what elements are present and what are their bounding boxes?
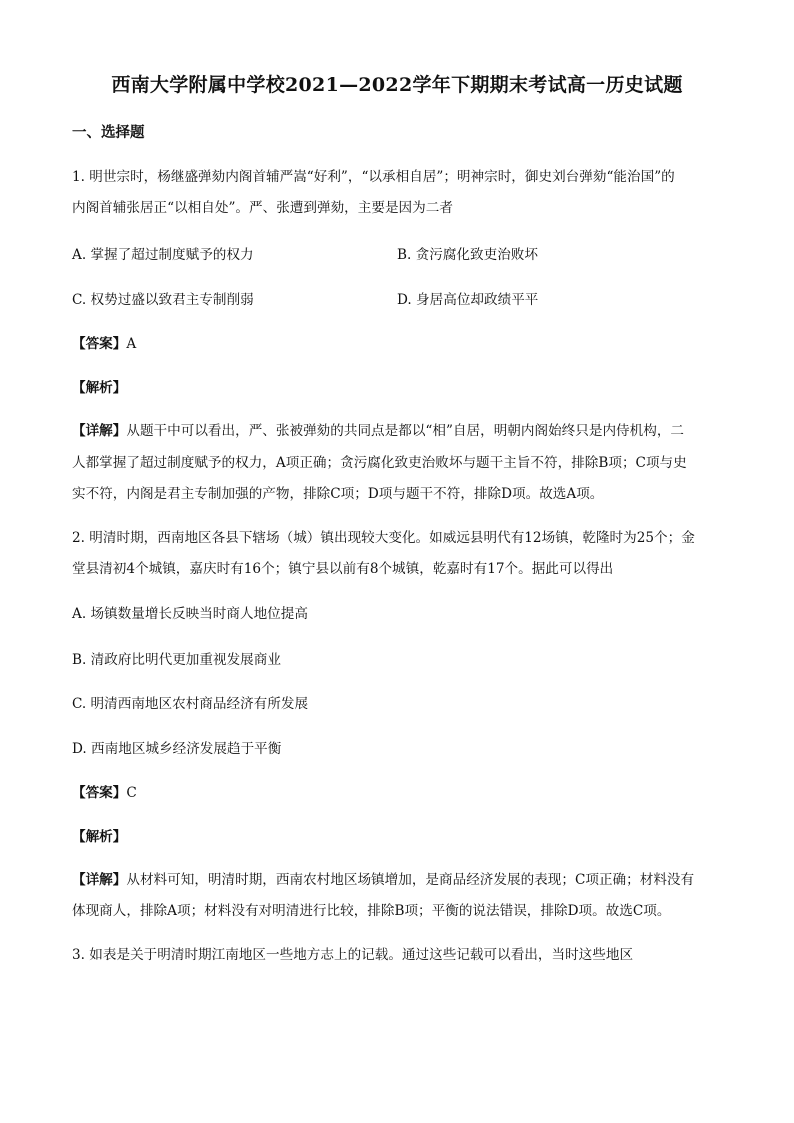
q2-answer [72,781,137,801]
q1-answer [72,332,136,352]
q2-stem-line-1: 2. 明清时期，西南地区各县下辖场（城）镇出现较大变化。如威远县明代有12场镇，乾隆时为25个；金 [72,530,695,546]
q1-stem-line-2: 内阁首辅张居正“以相自处”。严、张遭到弹劾，主要是因为二者 [72,200,453,216]
q1-option-b: B. 贪污腐化致吏治败坏 [397,247,538,263]
q1-analysis-label: 【解析】 [72,380,127,396]
q1-option-a: A. 掌握了超过制度赋予的权力 [72,247,254,263]
q1-detail-line-1: 【详解】从题干中可以看出，严、张被弹劾的共同点是都以“相”自居，明朝内阁始终只是内侍机构，二 [72,423,685,439]
q2-option-a: A. 场镇数量增长反映当时商人地位提高 [72,606,308,622]
q2-detail-label: 【详解】 [72,872,127,888]
q1-detail-line-3: 实不符，内阁是君主专制加强的产物，排除C项；D项与题干不符，排除D项。故选A项。 [72,486,604,502]
q2-detail-line-2: 体现商人，排除A项；材料没有对明清进行比较，排除B项；平衡的说法错误，排除D项。故选C项。 [72,903,671,919]
q1-answer-label: 【答案】 [72,336,127,352]
q2-stem-line-2: 堂县清初4个城镇，嘉庆时有16个；镇宁县以前有8个城镇，乾嘉时有17个。据此可以得出 [72,561,614,577]
q2-detail-line-1: 【详解】从材料可知，明清时期，西南农村地区场镇增加，是商品经济发展的表现；C项正确；材料没有 [72,872,695,888]
q2-answer-value: C [126,785,137,801]
exam-title: 西南大学附属中学校2021—2022学年下期期末考试高一历史试题 [111,74,683,96]
section-heading: 一、选择题 [72,124,145,141]
q1-detail-line-2: 人都掌握了超过制度赋予的权力，A项正确；贪污腐化致吏治败坏与题干主旨不符，排除B项；C项与史 [72,455,687,471]
q1-detail-label: 【详解】 [72,423,127,439]
q1-stem-line-1: 1. 明世宗时，杨继盛弹劾内阁首辅严嵩“好利”，“以承相自居”；明神宗时，御史刘台弹劾“能治国”的 [72,169,675,185]
q2-option-c: C. 明清西南地区农村商品经济有所发展 [72,696,309,712]
q1-option-c: C. 权势过盛以致君主专制削弱 [72,292,254,308]
q2-analysis-label: 【解析】 [72,829,127,845]
q2-option-d: D. 西南地区城乡经济发展趋于平衡 [72,741,282,757]
q2-answer-label: 【答案】 [72,785,127,801]
q2-option-b: B. 清政府比明代更加重视发展商业 [72,652,281,668]
q3-stem-line-1: 3. 如表是关于明清时期江南地区一些地方志上的记载。通过这些记载可以看出，当时这些地区 [72,947,634,963]
q1-option-d: D. 身居高位却政绩平平 [397,292,539,308]
q1-answer-value: A [126,336,137,352]
